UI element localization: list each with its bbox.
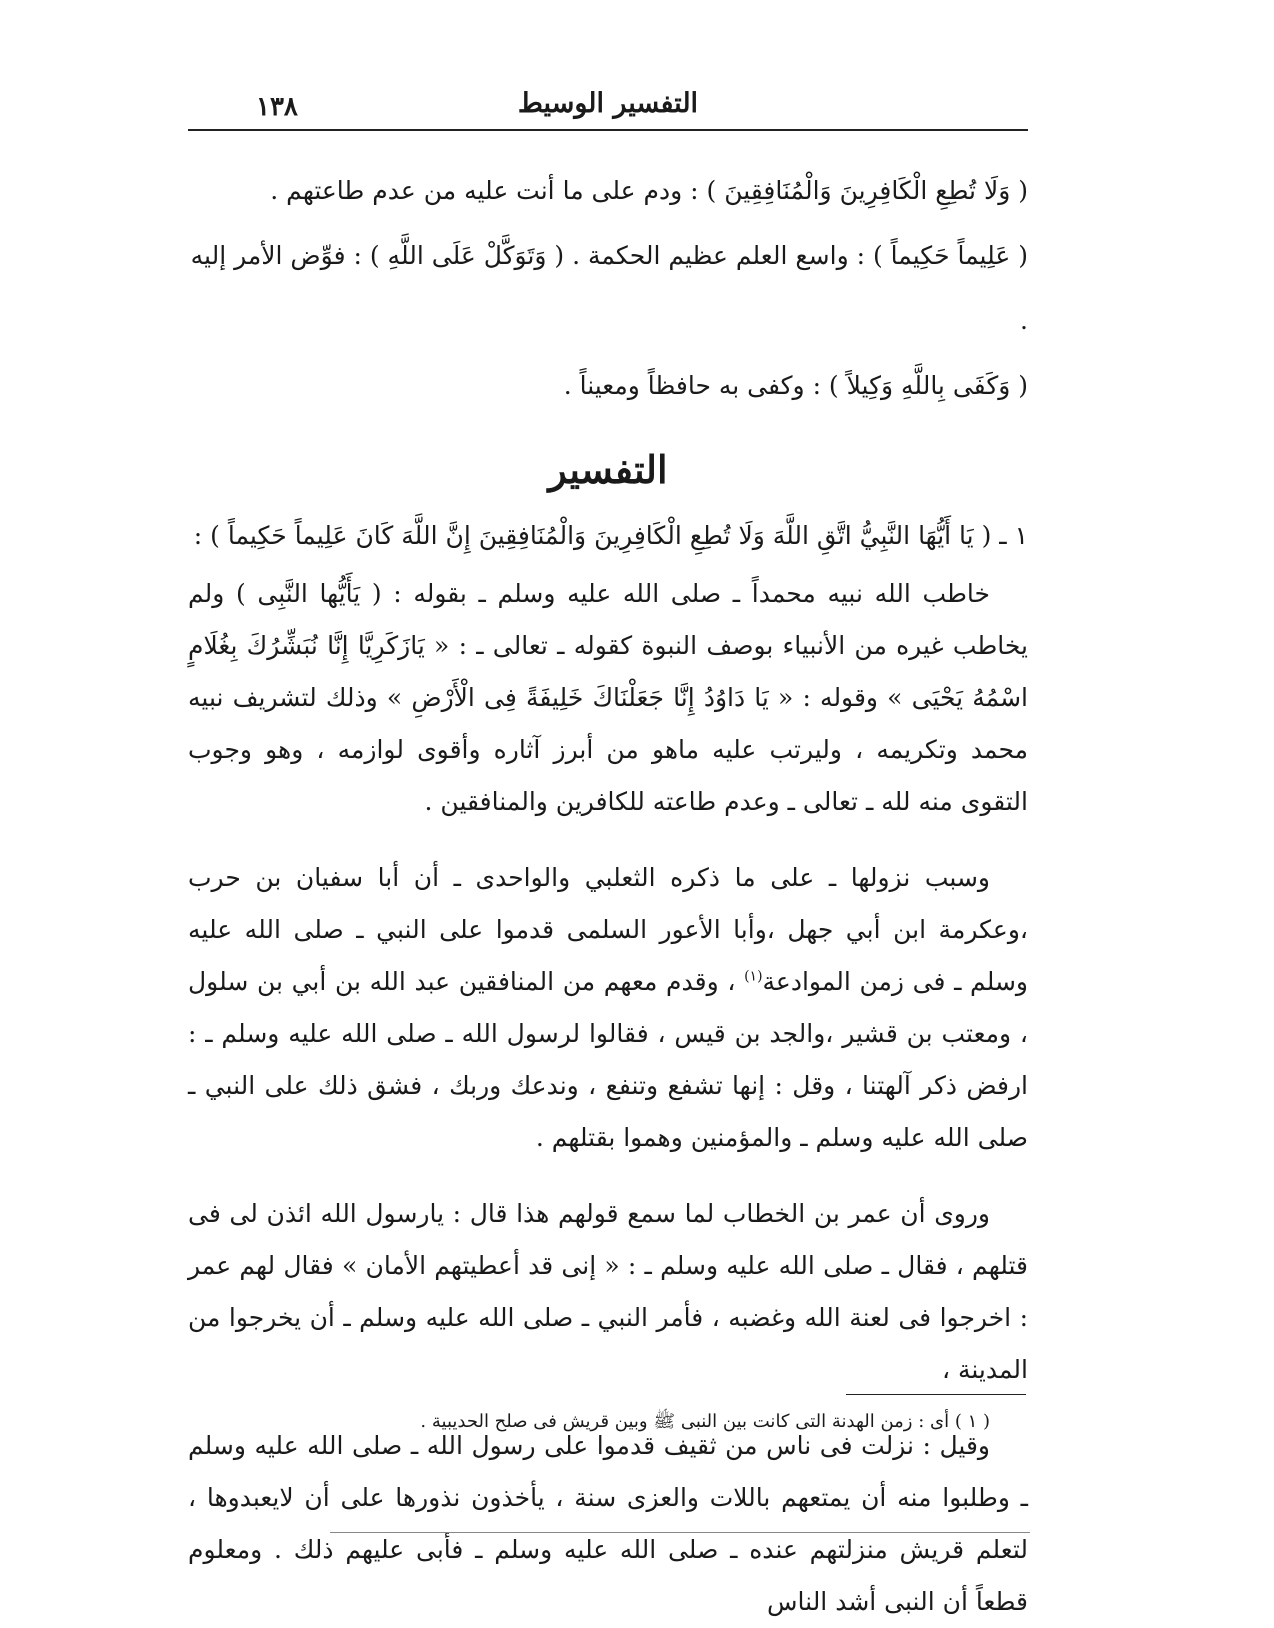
paragraph-text: ، وقدم معهم من المنافقين عبد الله بن أبي بن سلول ، ومعتب بن قشير ،والجد بن قيس ، فقالوا لرسول الله ـ صلى الله عليه وسلم ـ : ارفض ذكر آلهتنا ، وقل : إنها تشفع وتنفع ، وندعك وربك ، فشق ذلك على النبي ـ صلى الله عليه وسلم ـ والمؤمنين وهموا بقتلهم . (188, 967, 1028, 1152)
gloss-line: ( عَلِيماً حَكِيماً ) : واسع العلم عظيم الحكمة . ( وَتَوَكَّلْ عَلَى اللَّهِ ) : فوِّض الأمر إليه . (190, 241, 1028, 335)
paragraph: خاطب الله نبيه محمداً ـ صلى الله عليه وسلم ـ بقوله : ( يَأَيُّها النَّبِى ) ولم يخاطب غيره من الأنبياء بوصف النبوة كقوله ـ تعالى ـ : « يَازَكَرِيَّا إِنَّا نُبَشِّرُكَ بِغُلَامٍ اسْمُهُ يَحْيَى » وقوله : « يَا دَاوُدُ إِنَّا جَعَلْنَاكَ خَلِيفَةً فِى الْأَرْضِ » وذلك لتشريف نبيه محمد وتكريمه ، وليرتب عليه ماهو من أبرز آثاره وأقوى لوازمه ، وهو وجوب التقوى منه لله ـ تعالى ـ وعدم طاعته للكافرين والمنافقين . (188, 579, 1028, 816)
footnote-marker: (١) (744, 968, 763, 985)
gloss-line: ( وَلَا تُطِعِ الْكَافِرِينَ وَالْمُنَافِقِينَ ) : ودم على ما أنت عليه من عدم طاعتهم . (270, 176, 1028, 205)
running-title: التفسير الوسيط (517, 88, 699, 119)
verse-heading: ١ ـ ( يَا أَيُّهَا النَّبِيُّ اتَّقِ اللَّهَ وَلَا تُطِعِ الْكَافِرِينَ وَالْمُنَافِقِينَ إِنَّ اللَّهَ كَانَ عَلِيماً حَكِيماً ) : (193, 521, 1028, 550)
page-header (188, 88, 1028, 128)
paragraph: وروى أن عمر بن الخطاب لما سمع قولهم هذا قال : يارسول الله ائذن لى فى قتلهم ، فقال ـ صلى الله عليه وسلم ـ : « إنى قد أعطيتهم الأمان » فقال لهم عمر : اخرجوا فى لعنة الله وغضبه ، فأمر النبي ـ صلى الله عليه وسلم ـ أن يخرجوا من المدينة ، (188, 1199, 1028, 1384)
gloss-line: ( وَكَفَى بِاللَّهِ وَكِيلاً ) : وكفى به حافظاً ومعيناً . (563, 371, 1028, 400)
bottom-scan-line (330, 1532, 1030, 1533)
paragraph: وقيل : نزلت فى ناس من ثقيف قدموا على رسول الله ـ صلى الله عليه وسلم ـ وطلبوا منه أن يمتعهم باللات والعزى سنة ، يأخذون نذورها على أن لايعبدوها ، لتعلم قريش منزلتهم عنده ـ صلى الله عليه وسلم ـ فأبى عليهم ذلك . ومعلوم قطعاً أن النبى أشد الناس (188, 1431, 1028, 1616)
footnote: ( ١ ) أى : زمن الهدنة التى كانت بين النبى ﷺ وبين قريش فى صلح الحديبية . (420, 1411, 990, 1432)
paragraph-text: وسبب نزولها ـ على ما ذكره الثعلبي والواحدى ـ أن أبا سفيان بن حرب ،وعكرمة ابن أبي جهل ،وأبا الأعور السلمى قدموا على النبي ـ صلى الله عليه وسلم ـ فى زمن الموادعة (188, 863, 1028, 996)
section-title: التفسير (548, 447, 668, 492)
paragraph (188, 852, 1028, 1164)
page-number: ١٣٨ (256, 92, 298, 122)
header-rule (188, 129, 1028, 131)
footnote-rule (846, 1394, 1026, 1395)
